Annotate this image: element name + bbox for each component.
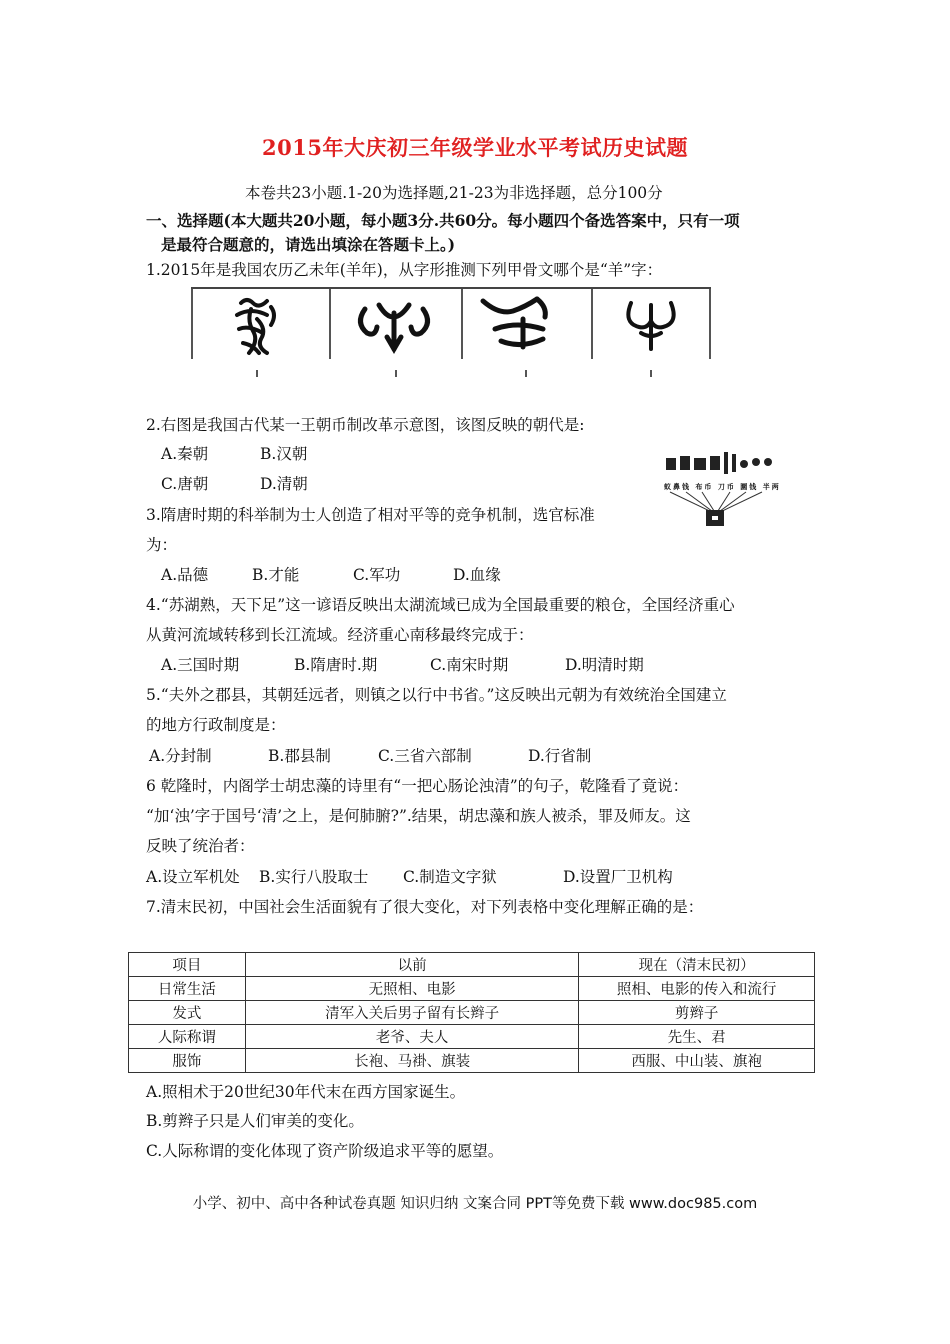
q3-stem-line2: 为： xyxy=(146,536,178,554)
q6-stem-line3: 反映了统治者： xyxy=(146,837,255,855)
section1-heading-line2: 是最符合题意的，请选出填涂在答题卡上。) xyxy=(161,235,456,254)
figure-tick xyxy=(395,370,397,377)
q3-option-a: A.品德 xyxy=(161,566,209,584)
q5-stem-line2: 的地方行政制度是： xyxy=(146,716,286,734)
q2-stem: 2.右图是我国古代某一王朝币制改革示意图，该图反映的朝代是: xyxy=(146,416,585,434)
table-row xyxy=(129,1049,815,1073)
q1-stem: 1.2015年是我国农历乙未年(羊年)，从字形推测下列甲骨文哪个是“羊”字： xyxy=(146,261,663,279)
q7-option-a: A.照相术于20世纪30年代末在西方国家诞生。 xyxy=(146,1083,466,1101)
q6-option-b: B.实行八股取士 xyxy=(259,868,369,886)
table-cell: 剪辫子 xyxy=(579,1001,815,1025)
table-row xyxy=(129,1001,815,1025)
figure-tick xyxy=(525,370,527,377)
figure-caption: 蚁鼻钱 布币 刀币 圜钱 半两 xyxy=(664,482,781,491)
table-cell: 照相、电影的传入和流行 xyxy=(579,977,815,1001)
q2-option-a: A.秦朝 xyxy=(161,445,209,463)
table-cell: 清军入关后男子留有长辫子 xyxy=(245,1001,579,1025)
q7-stem: 7.清末民初，中国社会生活面貌有了很大变化，对下列表格中变化理解正确的是： xyxy=(146,898,704,916)
oracle-bone-figure xyxy=(191,287,711,359)
table-cell: 西服、中山装、旗袍 xyxy=(579,1049,815,1073)
q5-option-c: C.三省六部制 xyxy=(378,747,472,765)
figure-tick xyxy=(256,370,258,377)
oracle-glyph-2-icon xyxy=(327,289,461,359)
q5-option-a: A.分封制 xyxy=(149,747,212,765)
table-cell: 人际称谓 xyxy=(129,1025,246,1049)
oracle-char-1 xyxy=(191,289,331,359)
oracle-char-4 xyxy=(591,289,711,359)
q3-option-d: D.血缘 xyxy=(453,566,501,584)
currency-reform-figure xyxy=(660,442,781,534)
q5-stem-line1: 5.“夫外之郡县，其朝廷远者，则镇之以行中书省。”这反映出元朝为有效统治全国建立 xyxy=(146,686,727,704)
q7-comparison-table xyxy=(128,952,815,1073)
q3-stem-line1: 3.隋唐时期的科举制为士人创造了相对平等的竞争机制，选官标准 xyxy=(146,506,595,524)
table-row xyxy=(129,977,815,1001)
q3-option-c: C.军功 xyxy=(353,566,401,584)
table-cell: 先生、君 xyxy=(579,1025,815,1049)
exam-title: 2015年大庆初三年级学业水平考试历史试题 xyxy=(262,135,688,160)
q3-option-b: B.才能 xyxy=(252,566,300,584)
q2-option-c: C.唐朝 xyxy=(161,475,209,493)
q4-stem-line2: 从黄河流域转移到长江流域。经济重心南移最终完成于： xyxy=(146,626,534,644)
q5-option-b: B.郡县制 xyxy=(268,747,331,765)
table-header-cell: 现在（清末民初） xyxy=(579,953,815,977)
section1-heading-line1: 一、选择题(本大题共20小题，每小题3分.共60分。每小题四个备选答案中，只有一项 xyxy=(146,211,740,230)
table-cell: 老爷、夫人 xyxy=(245,1025,579,1049)
oracle-char-2 xyxy=(327,289,463,359)
table-cell: 无照相、电影 xyxy=(245,977,579,1001)
q6-stem-line2: “加‘浊’字于国号‘清’之上，是何肺腑?”.结果，胡忠藻和族人被杀，罪及师友。这 xyxy=(146,807,691,825)
table-cell: 长袍、马褂、旗装 xyxy=(245,1049,579,1073)
q7-option-c: C.人际称谓的变化体现了资产阶级追求平等的愿望。 xyxy=(146,1142,504,1160)
oracle-glyph-4-icon xyxy=(591,289,709,359)
q6-option-a: A.设立军机处 xyxy=(146,868,240,886)
q4-option-c: C.南宋时期 xyxy=(430,656,509,674)
oracle-char-3 xyxy=(461,289,593,359)
exam-intro: 本卷共23小题.1-20为选择题,21-23为非选择题，总分100分 xyxy=(245,184,663,202)
q4-stem-line1: 4.“苏湖熟，天下足”这一谚语反映出太湖流域已成为全国最重要的粮仓，全国经济重心 xyxy=(146,596,735,614)
table-cell: 服饰 xyxy=(129,1049,246,1073)
figure-tick xyxy=(650,370,652,377)
q2-option-d: D.清朝 xyxy=(260,475,308,493)
q4-option-b: B.隋唐时.期 xyxy=(294,656,378,674)
q4-option-d: D.明清时期 xyxy=(565,656,644,674)
table-cell: 发式 xyxy=(129,1001,246,1025)
table-header-cell: 项目 xyxy=(129,953,246,977)
table-header-cell: 以前 xyxy=(245,953,579,977)
q5-option-d: D.行省制 xyxy=(528,747,592,765)
table-cell: 日常生活 xyxy=(129,977,246,1001)
table-row xyxy=(129,1025,815,1049)
q7-option-b: B.剪辫子只是人们审美的变化。 xyxy=(146,1112,364,1130)
oracle-glyph-1-icon xyxy=(193,289,329,359)
oracle-glyph-3-icon xyxy=(461,289,591,359)
q6-option-c: C.制造文字狱 xyxy=(403,868,497,886)
table-header-row xyxy=(129,953,815,977)
q6-option-d: D.设置厂卫机构 xyxy=(563,868,673,886)
q6-stem-line1: 6 乾隆时，内阁学士胡忠藻的诗里有“一把心肠论浊清”的句子，乾隆看了竟说： xyxy=(146,777,689,795)
page-footer: 小学、初中、高中各种试卷真题 知识归纳 文案合同 PPT等免费下载 www.doc985.com xyxy=(192,1196,758,1212)
q2-option-b: B.汉朝 xyxy=(260,445,308,463)
q4-option-a: A.三国时期 xyxy=(161,656,240,674)
